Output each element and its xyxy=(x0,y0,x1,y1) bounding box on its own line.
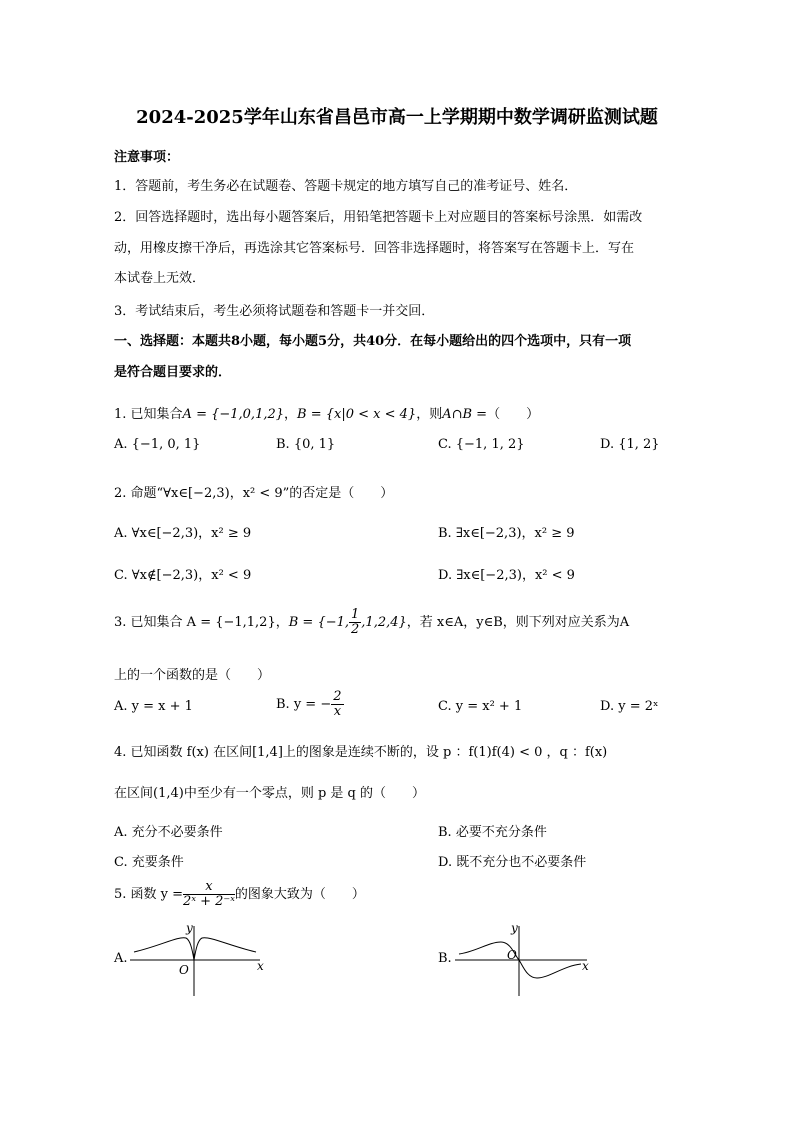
q3-set-b-pre: B = {−1, xyxy=(288,615,350,630)
q4-option-c: C. 充要条件 xyxy=(114,855,184,870)
q1-option-a: A. {−1, 0, 1} xyxy=(114,437,201,452)
section-heading: 一、选择题：本题共8小题，每小题5分，共40分．在每小题给出的四个选项中，只有一项 xyxy=(114,334,632,349)
q1-paren: （ ） xyxy=(487,407,540,422)
q5a-origin: O xyxy=(179,963,189,977)
q3-set-b-post: ,1,2,4} xyxy=(361,615,407,630)
q3-option-b-den: x xyxy=(333,704,342,719)
notice-item-1: 1．答题前，考生务必在试题卷、答题卡规定的地方填写自己的准考证号、姓名． xyxy=(114,179,578,194)
q2-option-b: B. ∃x∈[−2,3)，x² ≥ 9 xyxy=(438,526,575,541)
page-title: 2024-2025学年山东省昌邑市高一上学期期中数学调研监测试题 xyxy=(136,107,658,128)
q2-option-a: A. ∀x∈[−2,3)，x² ≥ 9 xyxy=(114,526,252,541)
question-3-cont: 上的一个函数的是（ ） xyxy=(114,668,271,683)
question-3 xyxy=(114,608,629,637)
q3-option-a: A. y = x + 1 xyxy=(114,699,193,714)
q3-fraction xyxy=(349,608,361,637)
q5b-y-label: y xyxy=(511,921,518,935)
q5a-x-label: x xyxy=(257,959,264,973)
q1-option-d: D. {1, 2} xyxy=(600,437,660,452)
q3-option-b xyxy=(276,690,344,719)
notice-item-2-cont: 动，用橡皮擦干净后，再选涂其它答案标号．回答非选择题时，将答案写在答题卡上．写在 xyxy=(114,241,635,256)
q5-fraction xyxy=(183,880,235,909)
q5b-origin: O xyxy=(507,948,517,962)
q2-option-d: D. ∃x∈[−2,3)，x² < 9 xyxy=(438,568,575,583)
question-5 xyxy=(114,880,365,909)
q5-option-a-label: A. xyxy=(114,951,128,966)
q5a-y-label: y xyxy=(186,921,193,935)
q3-option-d: D. y = 2ˣ xyxy=(600,699,659,714)
q5-stem-post: 的图象大致为（ ） xyxy=(234,887,365,902)
q2-option-c: C. ∀x∉[−2,3)，x² < 9 xyxy=(114,568,252,583)
q1-sep: ， xyxy=(284,407,298,422)
q3-option-b-num: 2 xyxy=(333,689,342,704)
notice-item-2-end: 本试卷上无效． xyxy=(114,271,206,286)
q5a-curve xyxy=(134,938,256,960)
question-4: 4. 已知函数 f(x) 在区间[1,4]上的图象是连续不断的，设 p ：f(1)f(4) < 0 ，q ：f(x) xyxy=(114,745,608,760)
q5-option-b-graph xyxy=(455,918,595,998)
q5-option-a-graph xyxy=(130,918,270,998)
question-1 xyxy=(114,403,539,422)
notice-heading: 注意事项： xyxy=(114,150,180,165)
q3-stem-b: ，若 x∈A，y∈B，则下列对应关系为A xyxy=(406,615,630,630)
q1-stem-a: 1. 已知集合 xyxy=(114,407,183,422)
q3-frac-num: 1 xyxy=(351,607,360,622)
q1-option-b: B. {0, 1} xyxy=(276,437,336,452)
q5-option-b-label: B. xyxy=(438,951,452,966)
q5b-x-label: x xyxy=(582,959,589,973)
question-2: 2. 命题“∀x∈[−2,3)，x² < 9”的否定是（ ） xyxy=(114,486,394,501)
q1-option-c: C. {−1, 1, 2} xyxy=(438,437,525,452)
q5-frac-num: x xyxy=(183,880,235,895)
section-heading-cont: 是符合题目要求的． xyxy=(114,365,232,380)
q1-expr: A∩B = xyxy=(442,407,488,422)
q3-stem-a: 3. 已知集合 A = {−1,1,2}， xyxy=(114,615,289,630)
q3-frac-den: 2 xyxy=(351,622,360,637)
q3-option-c: C. y = x² + 1 xyxy=(438,699,523,714)
notice-item-3: 3．考试结束后，考生必须将试题卷和答题卡一并交回． xyxy=(114,304,435,319)
q1-set-a: A = {−1,0,1,2} xyxy=(182,407,285,422)
q5-stem-pre: 5. 函数 y = xyxy=(114,887,184,902)
q3-option-b-pre: B. y = − xyxy=(276,697,332,712)
q1-set-b: B = {x|0 < x < 4} xyxy=(297,407,417,422)
question-4-cont: 在区间(1,4)中至少有一个零点，则 p 是 q 的（ ） xyxy=(114,786,425,801)
q4-option-d: D. 既不充分也不必要条件 xyxy=(438,855,587,870)
q1-stem-b: ，则 xyxy=(416,407,443,422)
q4-option-a: A. 充分不必要条件 xyxy=(114,825,223,840)
q5-frac-den: 2ˣ + 2⁻ˣ xyxy=(183,894,235,909)
notice-item-2: 2．回答选择题时，选出每小题答案后，用铅笔把答题卡上对应题目的答案标号涂黑．如需改 xyxy=(114,210,643,225)
q4-option-b: B. 必要不充分条件 xyxy=(438,825,547,840)
q3-option-b-fraction xyxy=(331,690,343,719)
